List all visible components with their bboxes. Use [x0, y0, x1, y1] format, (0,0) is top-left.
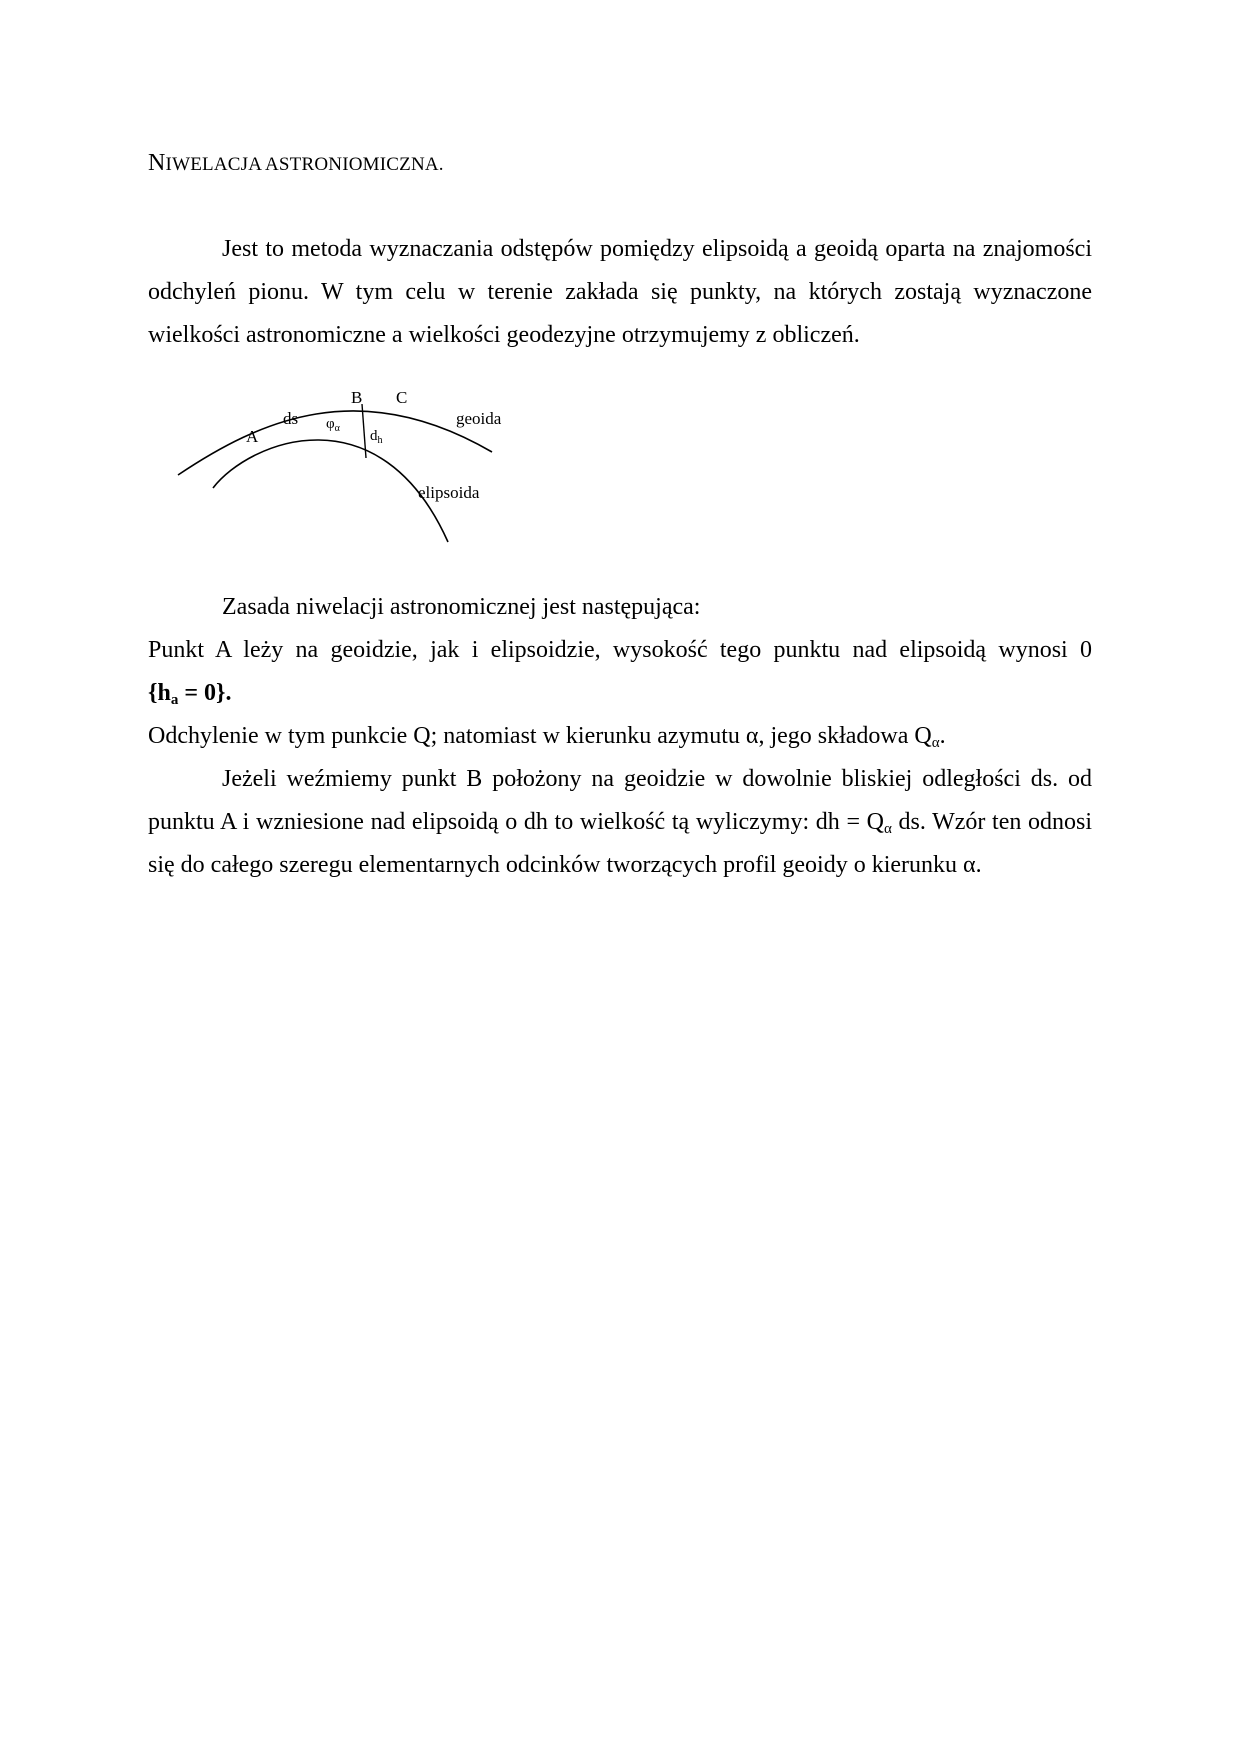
diagram-svg: [170, 380, 530, 550]
geoid-curve: [178, 411, 492, 475]
title-rest: IWELACJA ASTRONIOMICZNA.: [165, 154, 444, 175]
point-b-paragraph: [148, 758, 1092, 887]
title-initial: N: [148, 150, 166, 176]
ha-expression: [148, 672, 1092, 715]
label-b: B: [351, 388, 363, 407]
label-phi-sub: α: [334, 423, 340, 434]
point-b-main: Jeżeli weźmiemy punkt B położony na geoidzie w dowolnie bliskiej odległości ds. od punktu A i wzniesione nad elipsoidą o dh to wielkość tą wyliczymy: dh = Q: [148, 766, 1092, 835]
ha-close: = 0}.: [178, 680, 232, 706]
deviation-text: [148, 715, 1092, 758]
ha-open: {h: [148, 680, 171, 706]
label-c: C: [396, 388, 408, 407]
formula-sub: α: [883, 821, 892, 837]
deviation-main: Odchylenie w tym punkcie Q; natomiast w kierunku azymutu α, jego składowa Q: [148, 723, 932, 749]
label-ds: ds: [283, 409, 299, 428]
label-elipsoida: elipsoida: [418, 483, 480, 502]
label-d-sub: h: [377, 435, 383, 446]
ellipsoid-curve: [213, 440, 448, 542]
deviation-end: .: [939, 723, 946, 749]
deviation-sub: α: [931, 735, 940, 751]
label-phi-symbol: φ: [326, 416, 335, 432]
point-a-text: Punkt A leży na geoidzie, jak i elipsoidzie, wysokość tego punktu nad elipsoidą wynosi 0: [148, 637, 1092, 663]
principle-intro: Zasada niwelacji astronomicznej jest następująca:: [222, 594, 701, 620]
label-a: A: [246, 427, 259, 446]
label-dh: [370, 428, 383, 446]
intro-paragraph: Jest to metoda wyznaczania odstępów pomiędzy elipsoidą a geoidą oparta na znajomości odchyleń pionu. W tym celu w terenie zakłada się punkty, na których zostają wyznaczone wielkości astronomiczne a wielkości geodezyjne otrzymujemy z obliczeń.: [148, 236, 1092, 348]
document-title: [148, 150, 444, 177]
point-b-end: ds. Wzór ten odnosi się do całego szeregu elementarnych odcinków tworzących profil geoidy o kierunku α.: [148, 809, 1093, 878]
label-d: d: [370, 428, 378, 444]
label-geoida: geoida: [456, 409, 502, 428]
ha-sub: a: [170, 692, 179, 708]
geoid-ellipsoid-diagram: [170, 380, 530, 550]
label-phi: [326, 416, 341, 434]
principle-section: [148, 586, 1092, 887]
